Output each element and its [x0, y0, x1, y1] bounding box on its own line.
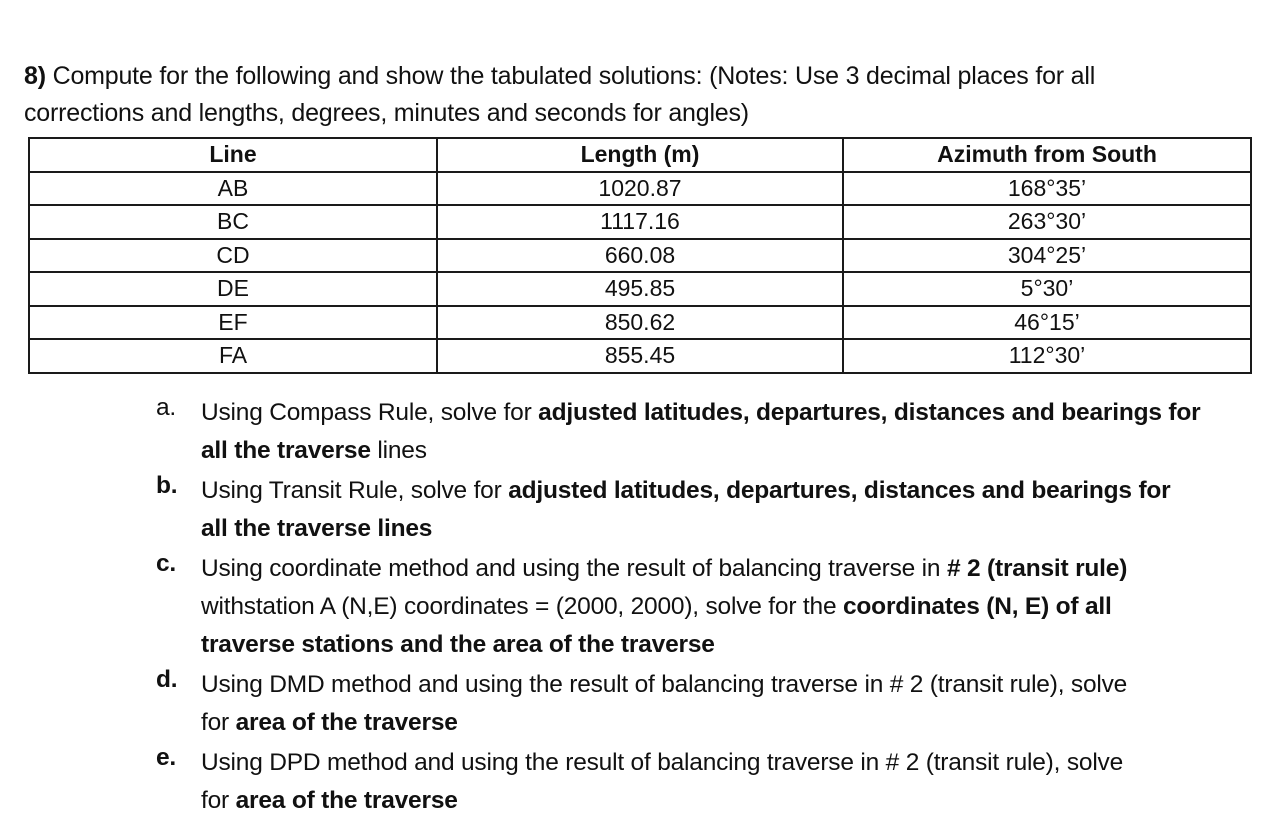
- sub-questions-list: [148, 394, 1258, 822]
- part-a-text-1: Using Compass Rule, solve for: [201, 399, 539, 426]
- sub-question-letter: d.: [156, 666, 178, 693]
- sub-question-c: [148, 550, 1258, 664]
- part-e-bold-2: area of the traverse: [235, 787, 458, 814]
- sub-question-b: [148, 472, 1258, 548]
- traverse-data-table: [28, 137, 1252, 374]
- cell-line: FA: [29, 339, 437, 373]
- cell-length: 850.62: [437, 306, 843, 340]
- cell-line: EF: [29, 306, 437, 340]
- question-number: 8): [24, 62, 46, 90]
- table-row: [29, 172, 1251, 206]
- part-d-text-1: Using DMD method and using the result of balancing traverse in # 2 (transit rule), solve: [201, 671, 1128, 698]
- cell-line: AB: [29, 172, 437, 206]
- question-text-1: Compute for the following and show the tabulated solutions: (Notes: Use 3 decimal places for all: [52, 62, 1096, 90]
- cell-azimuth: 46°15’: [843, 306, 1251, 340]
- cell-length: 495.85: [437, 272, 843, 306]
- table-header-row: [29, 138, 1251, 172]
- sub-question-a: [148, 394, 1258, 470]
- part-c-bold-1: # 2 (transit rule): [946, 555, 1128, 582]
- part-a-bold-1: adjusted latitudes, departures, distances and bearings for: [538, 399, 1201, 426]
- part-a-bold-2: all the traverse: [201, 437, 371, 464]
- cell-length: 855.45: [437, 339, 843, 373]
- cell-azimuth: 112°30’: [843, 339, 1251, 373]
- sub-question-letter: c.: [156, 550, 177, 577]
- header-line: Line: [29, 138, 437, 172]
- table-row: [29, 239, 1251, 273]
- cell-azimuth: 168°35’: [843, 172, 1251, 206]
- sub-question-letter: a.: [156, 394, 177, 421]
- sub-question-d: [148, 666, 1258, 742]
- part-b-text-1: Using Transit Rule, solve for: [201, 477, 509, 504]
- cell-line: DE: [29, 272, 437, 306]
- cell-line: CD: [29, 239, 437, 273]
- sub-question-e: [148, 744, 1258, 820]
- cell-line: BC: [29, 205, 437, 239]
- part-c-text-1: Using coordinate method and using the result of balancing traverse in: [201, 555, 947, 582]
- cell-azimuth: 263°30’: [843, 205, 1251, 239]
- part-b-bold-1: adjusted latitudes, departures, distances and bearings for: [508, 477, 1171, 504]
- part-e-text-1: Using DPD method and using the result of balancing traverse in # 2 (transit rule), solve: [201, 749, 1124, 776]
- cell-azimuth: 5°30’: [843, 272, 1251, 306]
- question-line-1: [24, 58, 1254, 95]
- part-c-text-2: withstation A (N,E) coordinates = (2000, 2000), solve for the: [201, 593, 843, 620]
- part-b-bold-2: all the traverse lines: [201, 515, 433, 542]
- table-row: [29, 306, 1251, 340]
- part-d-bold-2: area of the traverse: [235, 709, 458, 736]
- cell-length: 1020.87: [437, 172, 843, 206]
- sub-question-letter: b.: [156, 472, 178, 499]
- part-c-bold-2: coordinates (N, E) of all: [842, 593, 1112, 620]
- header-length: Length (m): [437, 138, 843, 172]
- table-row: [29, 272, 1251, 306]
- part-d-text-2: for: [201, 709, 236, 736]
- part-a-text-2: lines: [370, 437, 427, 464]
- table-row: [29, 205, 1251, 239]
- cell-azimuth: 304°25’: [843, 239, 1251, 273]
- header-azimuth: Azimuth from South: [843, 138, 1251, 172]
- question-line-2: corrections and lengths, degrees, minutes and seconds for angles): [24, 99, 749, 127]
- part-e-text-2: for: [201, 787, 236, 814]
- part-c-bold-3: traverse stations and the area of the traverse: [201, 631, 715, 658]
- table-row: [29, 339, 1251, 373]
- question-heading: [24, 58, 1254, 132]
- cell-length: 660.08: [437, 239, 843, 273]
- sub-question-letter: e.: [156, 744, 177, 771]
- cell-length: 1117.16: [437, 205, 843, 239]
